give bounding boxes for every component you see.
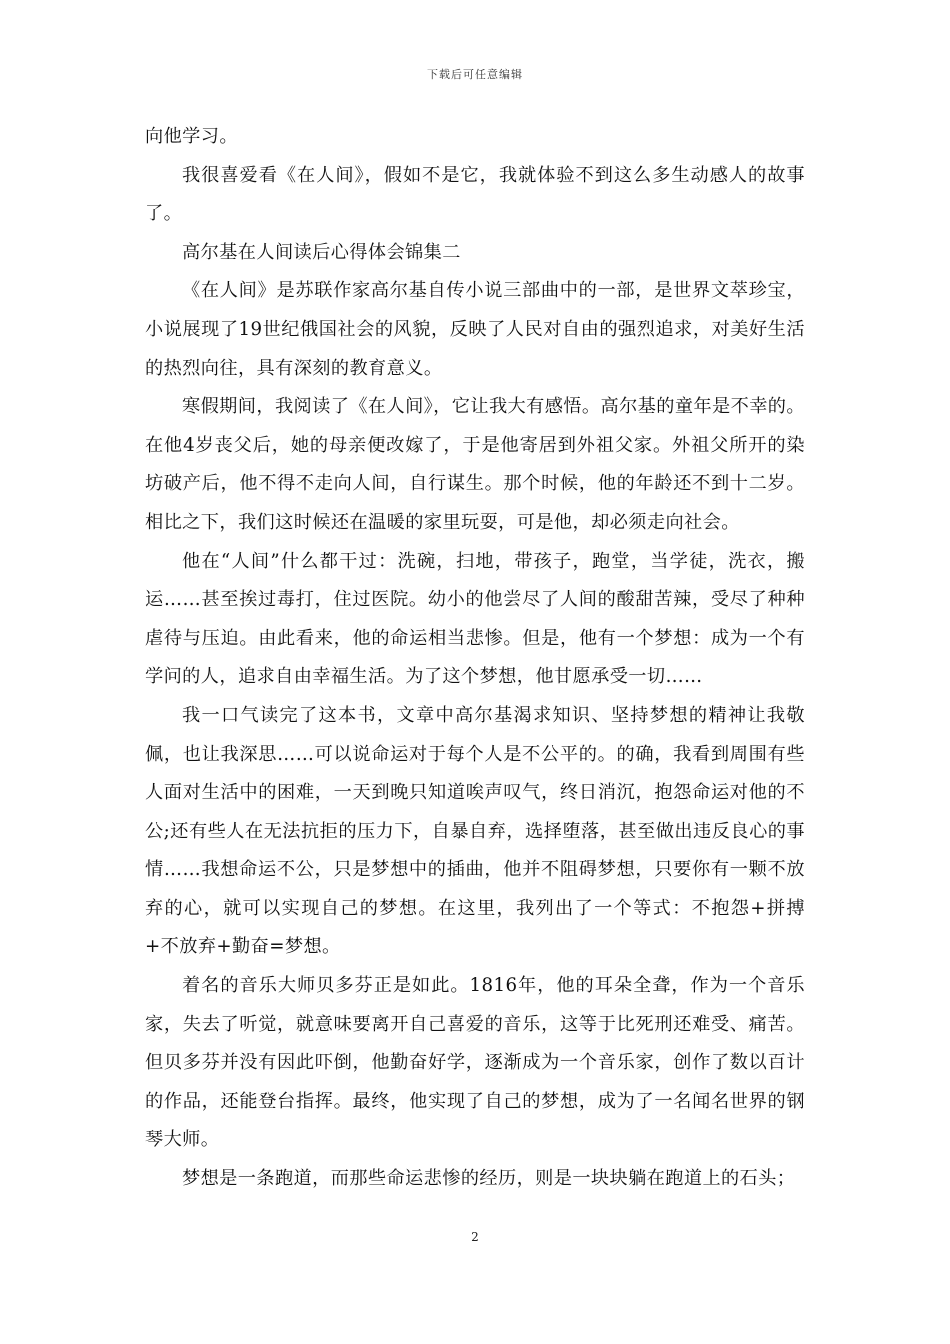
paragraph: 《在人间》是苏联作家高尔基自传小说三部曲中的一部，是世界文萃珍宝，小说展现了19世纪俄国社会的风貌，反映了人民对自由的强烈追求，对美好生活的热烈向往，具有深刻的教育意义。	[145, 280, 805, 379]
paragraph: 着名的音乐大师贝多芬正是如此。1816年，他的耳朵全聋，作为一个音乐家，失去了听觉，就意味要离开自己喜爱的音乐，这等于比死刑还难受、痛苦。但贝多芬并没有因此吓倒，他勤奋好学，逐渐成为一个音乐家，创作了数以百计的作品，还能登台指挥。最终，他实现了自己的梦想，成为了一名闻名世界的钢琴大师。	[145, 975, 805, 1151]
paragraph: 梦想是一条跑道，而那些命运悲惨的经历，则是一块块躺在跑道上的石头；	[182, 1168, 796, 1190]
paragraph: 寒假期间，我阅读了《在人间》，它让我大有感悟。高尔基的童年是不幸的。在他4岁丧父后，她的母亲便改嫁了，于是他寄居到外祖父家。外祖父所开的染坊破产后，他不得不走向人间，自行谋生。那个时候，他的年龄还不到十二岁。相比之下，我们这时候还在温暖的家里玩耍，可是他，却必须走向社会。	[145, 396, 805, 533]
document-body	[145, 118, 805, 1199]
page-header: 下载后可任意编辑	[427, 68, 523, 81]
page-number: 2	[471, 1230, 479, 1244]
paragraph: 我一口气读完了这本书，文章中高尔基渴求知识、坚持梦想的精神让我敬佩，也让我深思……可以说命运对于每个人是不公平的。的确，我看到周围有些人面对生活中的困难，一天到晚只知道唉声叹气，终日消沉，抱怨命运对他的不公;还有些人在无法抗拒的压力下，自暴自弃，选择堕落，甚至做出违反良心的事情……我想命运不公，只是梦想中的插曲，他并不阻碍梦想，只要你有一颗不放弃的心，就可以实现自己的梦想。在这里，我列出了一个等式：不抱怨+拼搏+不放弃+勤奋=梦想。	[145, 704, 805, 958]
paragraph: 他在“人间”什么都干过：洗碗，扫地，带孩子，跑堂，当学徒，洗衣，搬运……甚至挨过毒打，住过医院。幼小的他尝尽了人间的酸甜苦辣，受尽了种种虐待与压迫。由此看来，他的命运相当悲惨。但是，他有一个梦想：成为一个有学问的人，追求自由幸福生活。为了这个梦想，他甘愿承受一切……	[145, 550, 805, 688]
section-heading: 高尔基在人间读后心得体会锦集二	[182, 241, 461, 263]
paragraph: 我很喜爱看《在人间》，假如不是它，我就体验不到这么多生动感人的故事了。	[145, 164, 805, 225]
paragraph: 向他学习。	[145, 126, 238, 147]
